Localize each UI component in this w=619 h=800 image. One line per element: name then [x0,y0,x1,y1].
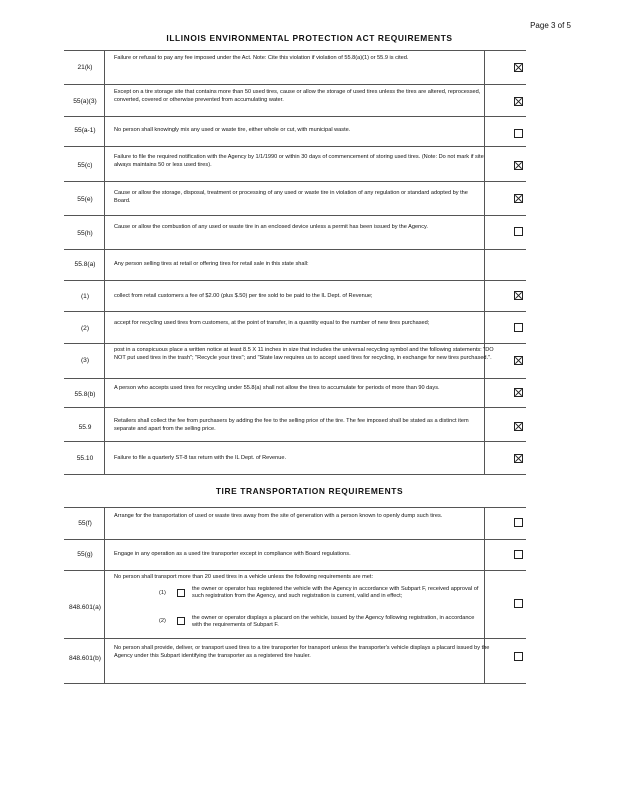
violation-checkbox[interactable] [514,599,523,608]
requirement-text: Failure or refusal to pay any fee imposed under the Act. Note: Cite this violation if violation of 55.8(a)(1) or 55.9 is cited. [114,55,409,61]
divider [64,50,526,51]
divider [64,116,526,117]
divider [64,343,526,344]
divider [64,539,526,540]
violation-checkbox[interactable] [514,518,523,527]
citation: 55.9 [78,424,92,431]
divider [64,181,526,182]
requirement-text: Cause or allow the storage, disposal, treatment or processing of any used or waste tire in violation of any regulation or standard adopted by the Board. [114,190,468,204]
requirement-text: No person shall transport more than 20 used tires in a vehicle unless the following requirements are met: [114,574,374,580]
subitem-text: the owner or operator displays a placard on the vehicle, issued by the Agency following registration, in accordance with the requirements of Subpart F. [192,615,475,628]
violation-checkbox[interactable] [514,323,523,332]
violation-checkbox[interactable] [514,63,523,72]
divider [64,638,526,639]
citation: 55(e) [77,196,93,203]
section-title-tire-transport: TIRE TRANSPORTATION REQUIREMENTS [215,486,404,496]
violation-checkbox[interactable] [514,652,523,661]
subitem-number: (2) [159,618,166,624]
divider [64,474,526,475]
citation: 848.601(a) [69,604,101,611]
divider [64,280,526,281]
divider [64,249,526,250]
requirement-text: A person who accepts used tires for recycling under 55.8(a) shall not allow the tires to accumulate for periods of more than 90 days. [114,385,440,391]
violation-checkbox[interactable] [514,97,523,106]
citation: 55.10 [76,455,94,462]
violation-checkbox[interactable] [514,388,523,397]
requirement-text: Engage in any operation as a used tire transporter except in compliance with Board regulations. [114,551,351,557]
divider [64,683,526,684]
citation: 55(h) [77,230,93,237]
citation: (2) [80,325,90,332]
violation-checkbox[interactable] [514,550,523,559]
subitem-checkbox[interactable] [177,617,185,625]
violation-checkbox[interactable] [514,161,523,170]
citation: 55(a-1) [74,127,96,134]
citation: 55(f) [78,520,92,527]
requirement-text: Arrange for the transportation of used or waste tires away from the site of generation with a person known to openly dump such tires. [114,513,443,519]
citation: 55(a)(3) [73,98,97,105]
divider [64,84,526,85]
check-column-divider [484,50,485,474]
requirement-text: No person shall provide, deliver, or transport used tires to a tire transporter for transport unless the transporter's vehicle displays a placard issued by the Agency under this Subpart identifying the transporter as a registered tire hauler. [114,645,490,659]
requirement-text: Failure to file the required notification with the Agency by 1/1/1990 or within 30 days of commencement of storing used tires. (Note: Do not mark if site always maintains 50 or less used tires). [114,154,484,168]
violation-checkbox[interactable] [514,356,523,365]
page-number: Page 3 of 5 [530,21,571,30]
citation: (3) [80,357,90,364]
divider [64,507,526,508]
requirement-text: Retailers shall collect the fee from purchasers by adding the fee to the selling price of the tire. The fee imposed shall be stated as a distinct item separate and apart from the selling price. [114,418,469,432]
requirement-text: Failure to file a quarterly ST-8 tax return with the IL Dept. of Revenue. [114,455,287,461]
violation-checkbox[interactable] [514,291,523,300]
subitem-number: (1) [159,590,166,596]
citation: 21(k) [77,64,93,71]
citation: 55.8(a) [74,261,96,268]
citation: 848.601(b) [69,655,101,662]
requirement-text: collect from retail customers a fee of $2.00 (plus $.50) per tire sold to be paid to the IL Dept. of Revenue; [114,293,373,299]
citation: 55.8(b) [74,391,96,398]
section-title-epa: ILLINOIS ENVIRONMENTAL PROTECTION ACT REQUIREMENTS [166,33,453,43]
divider [64,311,526,312]
violation-checkbox[interactable] [514,129,523,138]
violation-checkbox[interactable] [514,194,523,203]
citation: 55(c) [77,162,93,169]
violation-checkbox[interactable] [514,422,523,431]
divider [64,146,526,147]
requirement-text: Cause or allow the combustion of any used or waste tire in an enclosed device unless a permit has been issued by the Agency. [114,224,428,230]
requirement-text: Except on a tire storage site that contains more than 50 used tires, cause or allow the storage of used tires unless the tires are altered, reprocessed, converted, covered or otherwise prevented from accumulating water. [114,89,481,103]
violation-checkbox[interactable] [514,454,523,463]
subitem-checkbox[interactable] [177,589,185,597]
divider [64,215,526,216]
divider [64,441,526,442]
violation-checkbox[interactable] [514,227,523,236]
divider [64,407,526,408]
citation: 55(g) [77,551,93,558]
requirement-text: No person shall knowingly mix any used or waste tire, either whole or cut, with municipal waste. [114,127,351,133]
requirement-text: Any person selling tires at retail or offering tires for retail sale in this state shall: [114,261,309,267]
requirement-text: post in a conspicuous place a written notice at least 8.5 X 11 inches in size that includes the universal recycling symbol and the following statements: "DO NOT put used tires in the trash"; "Recycle your tires"; and "State law requires us to accept used tires for recycling, in exchange for new tires purchased.". [114,347,494,361]
citation: (1) [80,293,90,300]
divider [64,570,526,571]
divider [64,378,526,379]
requirement-text: accept for recycling used tires from customers, at the point of transfer, in a quantity equal to the number of new tires purchased; [114,320,430,326]
subitem-text: the owner or operator has registered the vehicle with the Agency in accordance with Subpart F, received approval of such registration from the Agency, and such registration is current, valid and in effect; [192,586,479,599]
